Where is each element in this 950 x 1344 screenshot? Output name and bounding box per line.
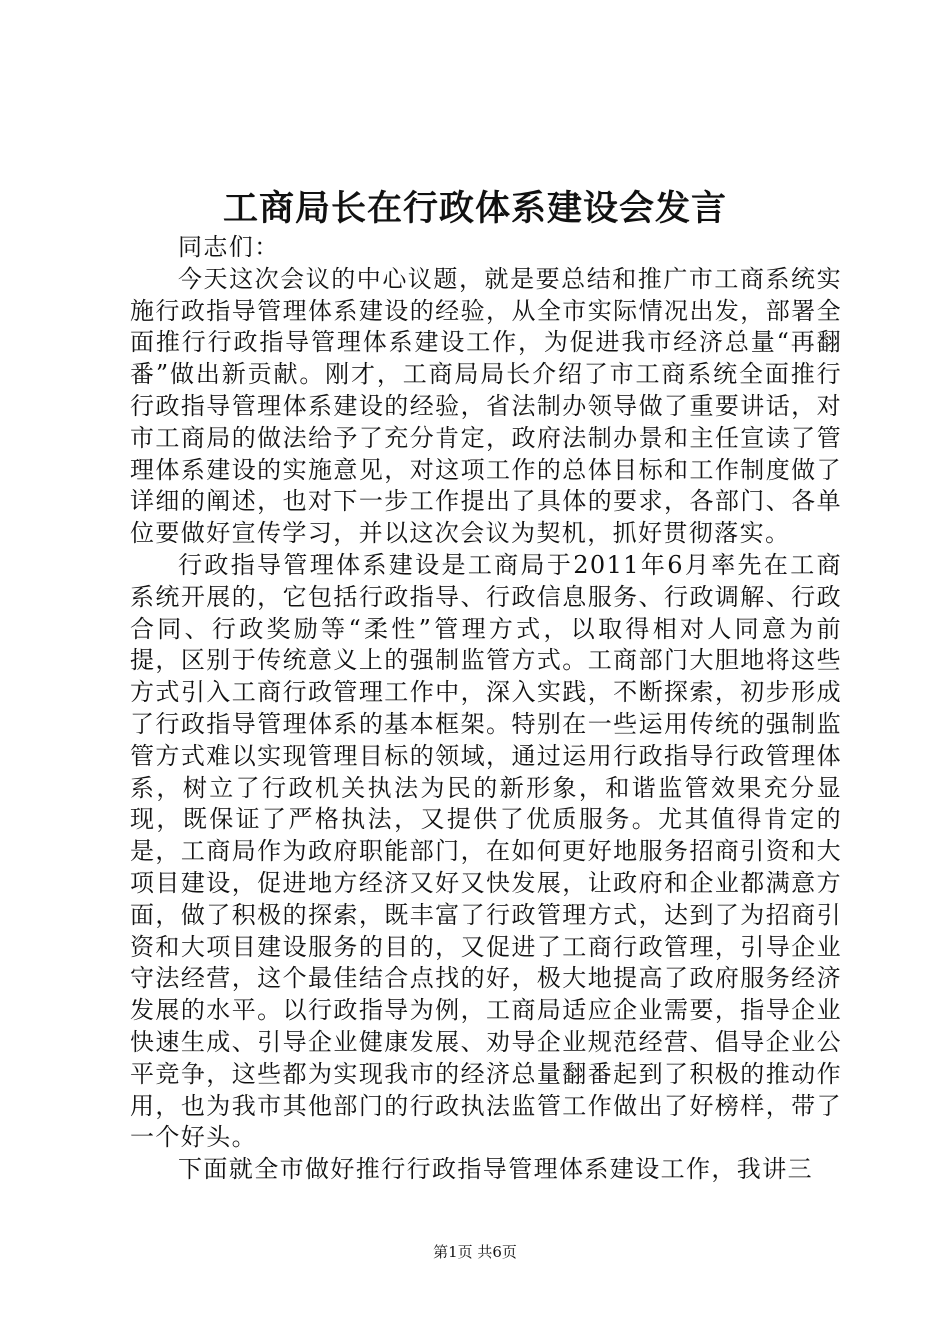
paragraph: 下面就全市做好推行行政指导管理体系建设工作，我讲三 [178, 1155, 813, 1184]
paragraph: 今天这次会议的中心议题，就是要总结和推广市工商系统实施行政指导管理体系建设的经验，从全市实际情况出发，部署全面推行行政指导管理体系建设工作，为促进我市经济总量“再翻番”做出新贡献。刚才，工商局局长介绍了市工商系统全面推行行政指导管理体系建设的经验，省法制办领导做了重要讲话，对市工商局的做法给予了充分肯定，政府法制办景和主任宣读了管理体系建设的实施意见，对这项工作的总体目标和工作制度做了详细的阐述，也对下一步工作提出了具体的要求，各部门、各单位要做好宣传学习，并以这次会议为契机，抓好贯彻落实。 [130, 264, 842, 548]
page-number-footer: 第1页 共6页 [433, 1243, 517, 1261]
greeting: 同志们： [178, 233, 280, 261]
document-title: 工商局长在行政体系建设会发言 [222, 188, 727, 229]
paragraph: 行政指导管理体系建设是工商局于2011年6月率先在工商系统开展的，它包括行政指导、行政信息服务、行政调解、行政合同、行政奖励等“柔性”管理方式，以取得相对人同意为前提，区别于传统意义上的强制监管方式。工商部门大胆地将这些方式引入工商行政管理工作中，深入实践，不断探索，初步形成了行政指导管理体系的基本框架。特别在一些运用传统的强制监管方式难以实现管理目标的领域，通过运用行政指导行政管理体系，树立了行政机关执法为民的新形象，和谐监管效果充分显现，既保证了严格执法，又提供了优质服务。尤其值得肯定的是，工商局作为政府职能部门，在如何更好地服务招商引资和大项目建设，促进地方经济又好又快发展，让政府和企业都满意方面，做了积极的探索，既丰富了行政管理方式，达到了为招商引资和大项目建设服务的目的，又促进了工商行政管理，引导企业守法经营，这个最佳结合点找的好，极大地提高了政府服务经济发展的水平。以行政指导为例，工商局适应企业需要，指导企业快速生成、引导企业健康发展、劝导企业规范经营、倡导企业公平竞争，这些都为实现我市的经济总量翻番起到了积极的推动作用，也为我市其他部门的行政执法监管工作做出了好榜样，带了一个好头。 [130, 550, 842, 1152]
document-body [130, 232, 842, 1186]
